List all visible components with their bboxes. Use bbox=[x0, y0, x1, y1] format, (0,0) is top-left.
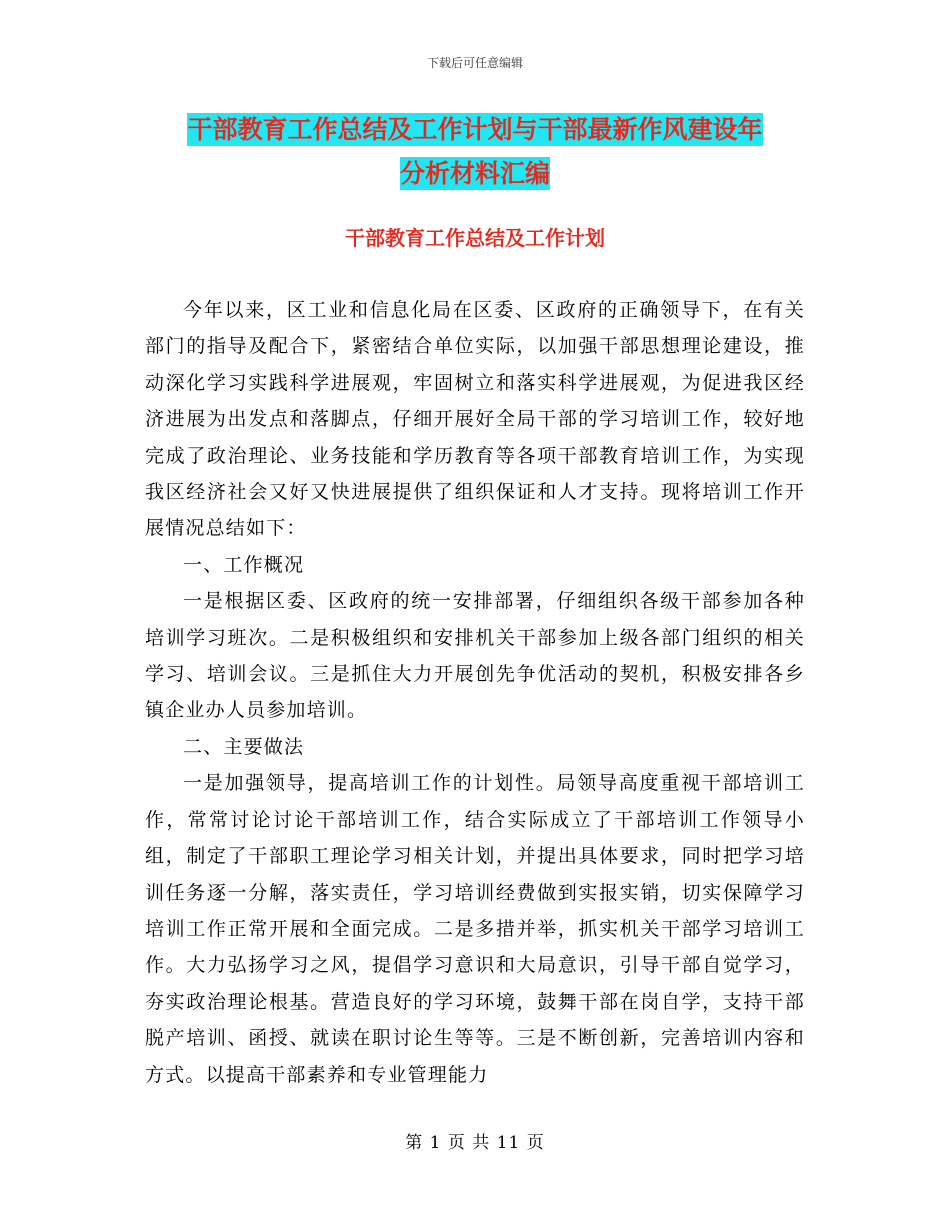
main-title-line-2: 分析材料汇编 bbox=[399, 159, 550, 188]
body-text bbox=[145, 292, 805, 1093]
paragraph-intro: 今年以来，区工业和信息化局在区委、区政府的正确领导下，在有关部门的指导及配合下，紧密结合单位实际，以加强干部思想理论建设，推动深化学习实践科学进展观，牢固树立和落实科学进展观，为促进我区经济进展为出发点和落脚点，仔细开展好全局干部的学习培训工作，较好地完成了政治理论、业务技能和学历教育等各项干部教育培训工作，为实现我区经济社会又好又快进展提供了组织保证和人才支持。现将培训工作开展情况总结如下： bbox=[145, 299, 805, 540]
header-note: 下载后可任意编辑 bbox=[426, 56, 523, 70]
heading-main-practices: 二、主要做法 bbox=[183, 735, 305, 758]
paragraph-practices: 一是加强领导，提高培训工作的计划性。局领导高度重视干部培训工作，常常讨论讨论干部培训工作，结合实际成立了干部培训工作领导小组，制定了干部职工理论学习相关计划，并提出具体要求，同时把学习培训任务逐一分解，落实责任，学习培训经费做到实报实销，切实保障学习培训工作正常开展和全面完成。二是多措并举，抓实机关干部学习培训工作。大力弘扬学习之风，提倡学习意识和大局意识，引导干部自觉学习，夯实政治理论根基。营造良好的学习环境，鼓舞干部在岗自学，支持干部脱产培训、函授、就读在职讨论生等等。三是不断创新，完善培训内容和方式。以提高干部素养和专业管理能力 bbox=[145, 772, 805, 1086]
paragraph-overview: 一是根据区委、区政府的统一安排部署，仔细组织各级干部参加各种培训学习班次。二是积极组织和安排机关干部参加上级各部门组织的相关学习、培训会议。三是抓住大力开展创先争优活动的契机，积极安排各乡镇企业办人员参加培训。 bbox=[145, 590, 805, 722]
main-title bbox=[145, 108, 805, 196]
main-title-line-1: 干部教育工作总结及工作计划与干部最新作风建设年 bbox=[187, 115, 763, 144]
section-title: 干部教育工作总结及工作计划 bbox=[345, 226, 605, 250]
page-footer: 第 1 页 共 11 页 bbox=[405, 1133, 545, 1153]
heading-work-overview: 一、工作概况 bbox=[183, 553, 305, 576]
